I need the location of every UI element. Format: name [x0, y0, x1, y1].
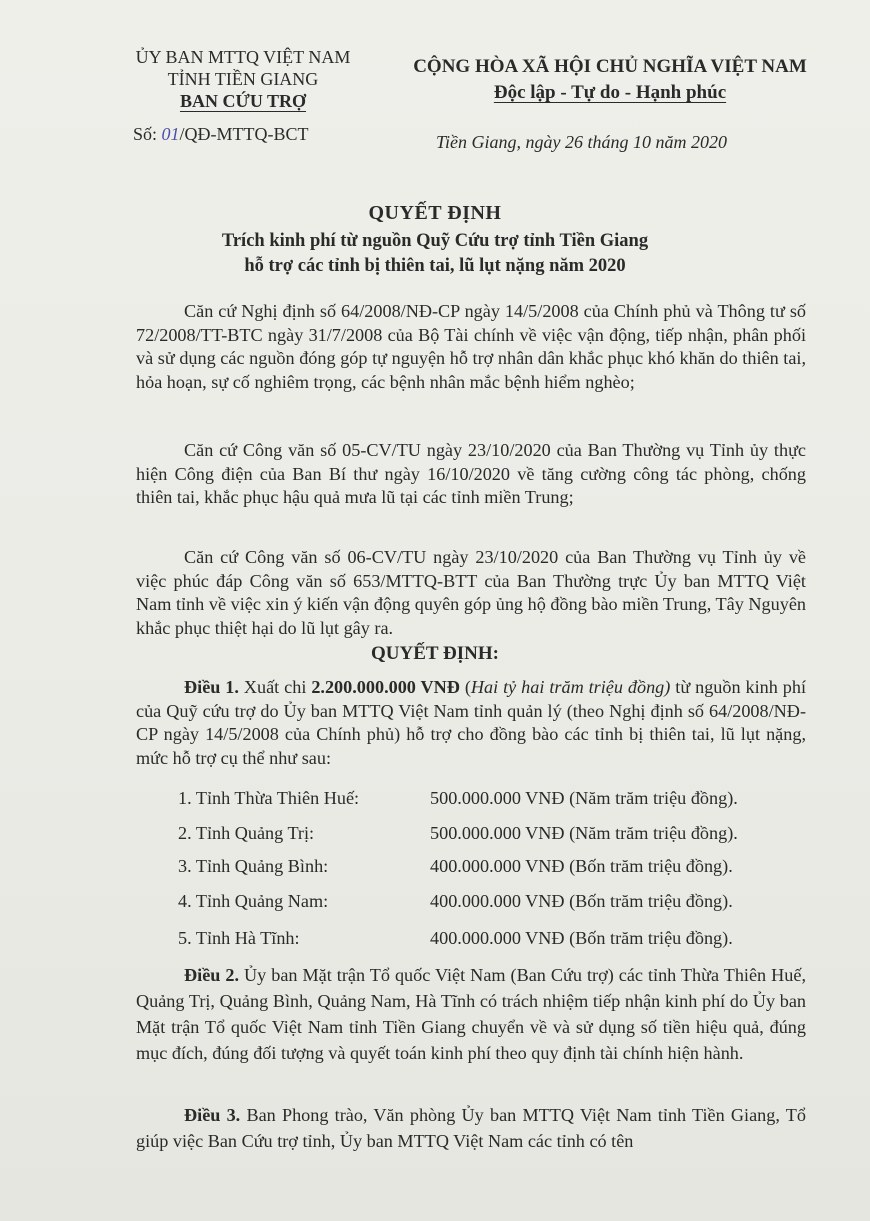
- article-3-text: Ban Phong trào, Văn phòng Ủy ban MTTQ Việt Nam tỉnh Tiền Giang, Tổ giúp việc Ban Cứu trợ tỉnh, Ủy ban MTTQ Việt Nam các tỉnh có tên: [136, 1105, 806, 1151]
- issuer-line-1: ỦY BAN MTTQ VIỆT NAM: [135, 47, 351, 67]
- allocation-province: 2. Tỉnh Quảng Trị:: [178, 823, 315, 843]
- article-3-label: Điều 3.: [184, 1105, 241, 1125]
- article-1-amount-words: Hai tỷ hai trăm triệu đồng): [470, 677, 671, 697]
- preamble-text: Căn cứ Công văn số 06-CV/TU ngày 23/10/2020 của Ban Thường vụ Tỉnh ủy về việc phúc đáp Công văn số 653/MTTQ-BTT của Ban Thường trực Ủy ban MTTQ Việt Nam tỉnh về việc xin ý kiến vận động quyên góp ủng hộ đồng bào miền Trung, Tây Nguyên khắc phục thiệt hại do lũ lụt gây ra.: [136, 547, 806, 638]
- document-number-suffix: /QĐ-MTTQ-BCT: [179, 124, 309, 144]
- allocation-amount: 400.000.000 VNĐ (Bốn trăm triệu đồng).: [430, 856, 733, 876]
- allocation-amount: 500.000.000 VNĐ (Năm trăm triệu đồng).: [430, 823, 738, 843]
- article-1-text-c: từ nguồn kinh phí của Quỹ cứu trợ do Ủy ban MTTQ Việt Nam tỉnh quản lý (theo Nghị định số 64/2008/NĐ-CP ngày 14/5/2008 của Chính phủ) hỗ trợ cho đồng bào các tỉnh bị thiên tai, lũ lụt nặng, mức hỗ trợ cụ thể như sau:: [136, 677, 807, 768]
- preamble-paragraph: [136, 300, 806, 394]
- document-title: QUYẾT ĐỊNH: [368, 202, 502, 224]
- national-motto-block: [395, 54, 825, 106]
- document-subtitle-1: Trích kinh phí từ nguồn Quỹ Cứu trợ tỉnh Tiền Giang: [221, 231, 649, 251]
- article-3: [136, 1102, 806, 1154]
- allocation-amount: 400.000.000 VNĐ (Bốn trăm triệu đồng).: [430, 928, 733, 948]
- document-number-prefix: Số:: [133, 124, 162, 144]
- issuer-block: [108, 46, 378, 112]
- allocation-province: 3. Tỉnh Quảng Bình:: [178, 856, 329, 876]
- allocation-amount: 400.000.000 VNĐ (Bốn trăm triệu đồng).: [430, 891, 733, 911]
- document-number: [133, 124, 309, 145]
- issuer-line-3: BAN CỨU TRỢ: [179, 91, 306, 111]
- article-1-label: Điều 1.: [184, 677, 239, 697]
- place-date: Tiền Giang, ngày 26 tháng 10 năm 2020: [436, 132, 727, 152]
- decision-heading: QUYẾT ĐỊNH:: [371, 643, 499, 664]
- allocation-amount: 500.000.000 VNĐ (Năm trăm triệu đồng).: [430, 788, 738, 808]
- preamble-text: Căn cứ Công văn số 05-CV/TU ngày 23/10/2020 của Ban Thường vụ Tỉnh ủy thực hiện Công điện của Ban Bí thư ngày 16/10/2020 về tăng cường công tác phòng, chống thiên tai, khắc phục hậu quả mưa lũ tại các tỉnh miền Trung;: [136, 440, 806, 507]
- article-2-label: Điều 2.: [184, 965, 240, 985]
- document-number-value: 01: [161, 124, 180, 144]
- article-1: [136, 676, 806, 770]
- preamble-text: Căn cứ Nghị định số 64/2008/NĐ-CP ngày 14/5/2008 của Chính phủ và Thông tư số 72/2008/TT-BTC ngày 31/7/2008 của Bộ Tài chính về việc vận động, tiếp nhận, phân phối và sử dụng các nguồn đóng góp tự nguyện hỗ trợ nhân dân khắc phục khó khăn do thiên tai, hỏa hoạn, sự cố nghiêm trọng, các bệnh nhân mắc bệnh hiểm nghèo;: [136, 301, 806, 392]
- preamble-paragraph: [136, 439, 806, 510]
- issuer-line-2: TỈNH TIỀN GIANG: [167, 69, 319, 89]
- allocation-province: 1. Tỉnh Thừa Thiên Huế:: [178, 788, 360, 808]
- document-subtitle-2: hỗ trợ các tỉnh bị thiên tai, lũ lụt nặng năm 2020: [244, 256, 626, 276]
- article-1-text-a: Xuất chi: [238, 677, 312, 697]
- motto-line-1: CỘNG HÒA XÃ HỘI CHỦ NGHĨA VIỆT NAM: [413, 56, 807, 77]
- article-2: [136, 962, 806, 1066]
- motto-line-2: Độc lập - Tự do - Hạnh phúc: [493, 82, 727, 103]
- preamble-paragraph: [136, 546, 806, 640]
- article-1-amount: 2.200.000.000 VNĐ: [311, 677, 460, 697]
- article-2-text: Ủy ban Mặt trận Tổ quốc Việt Nam (Ban Cứu trợ) các tỉnh Thừa Thiên Huế, Quảng Trị, Quảng Bình, Quảng Nam, Hà Tĩnh có trách nhiệm tiếp nhận kinh phí do Ủy ban Mặt trận Tổ quốc Việt Nam tỉnh Tiền Giang chuyển về và sử dụng số tiền hiệu quả, đúng mục đích, đúng đối tượng và quyết toán kinh phí theo quy định tài chính hiện hành.: [136, 965, 806, 1063]
- allocation-province: 4. Tỉnh Quảng Nam:: [178, 891, 329, 911]
- article-1-text-b: (: [459, 677, 471, 697]
- allocation-province: 5. Tỉnh Hà Tĩnh:: [178, 928, 300, 948]
